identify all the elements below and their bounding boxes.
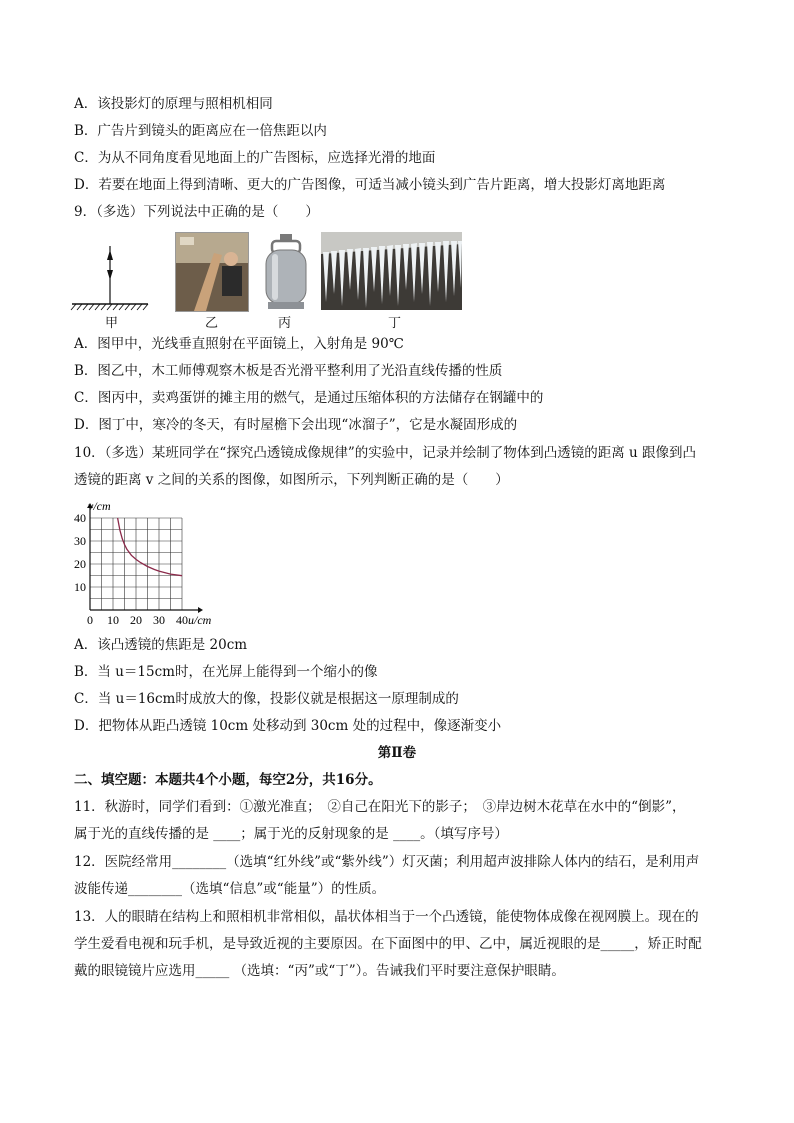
q10-stem-line2: 透镜的距离 v 之间的关系的图像，如图所示，下列判断正确的是（ ） bbox=[74, 472, 509, 488]
q9-option-c: C．图丙中，卖鸡蛋饼的摊主用的燃气，是通过压缩体积的方法储存在钢罐中的 bbox=[74, 390, 544, 406]
q8-option-a: A．该投影灯的原理与照相机相同 bbox=[74, 96, 273, 112]
q13-line2: 学生爱看电视和玩手机，是导致近视的主要原因。在下面图中的甲、乙中，属近视眼的是_____，矫正时配 bbox=[74, 936, 702, 952]
q13-line1: 13．人的眼睛在结构上和照相机非常相似，晶状体相当于一个凸透镜，能使物体成像在视网膜上。现在的 bbox=[74, 909, 699, 925]
x-tick-label: 10 bbox=[107, 613, 119, 627]
figure-label-bing: 丙 bbox=[278, 316, 292, 331]
q13-line3: 戴的眼镜镜片应选用_____ （选填：“丙”或“丁”）。告诫我们平时要注意保护眼睛。 bbox=[74, 963, 565, 979]
uv-chart bbox=[66, 496, 236, 632]
q9-option-b: B．图乙中，木工师傅观察木板是否光滑平整利用了光沿直线传播的性质 bbox=[74, 363, 503, 379]
figure-label-yi: 乙 bbox=[205, 316, 219, 331]
y-tick-label: 40 bbox=[74, 511, 86, 525]
q9-stem: 9．（多选）下列说法中正确的是（ ） bbox=[74, 204, 319, 220]
y-tick-label: 10 bbox=[74, 580, 86, 594]
chart-grid bbox=[90, 518, 182, 610]
y-tick-label: 30 bbox=[74, 534, 86, 548]
q11-line1: 11．秋游时，同学们看到：①激光准直； ②自己在阳光下的影子； ③岸边树木花草在水中的“倒影”， bbox=[74, 799, 686, 815]
q12-line2: 波能传递________（选填“信息”或“能量”）的性质。 bbox=[74, 881, 386, 897]
x-tick-label: 0 bbox=[87, 613, 93, 627]
carpenter-photo bbox=[175, 232, 249, 312]
x-axis-label: u/cm bbox=[188, 613, 212, 627]
x-tick-label: 40 bbox=[176, 613, 188, 627]
icicles-photo bbox=[321, 232, 462, 310]
q12-line1: 12．医院经常用________（选填“红外线”或“紫外线”）灯灭菌；利用超声波排除人体内的结石，是利用声 bbox=[74, 854, 700, 870]
section-heading: 二、填空题：本题共4个小题，每空2分，共16分。 bbox=[74, 772, 382, 788]
figure-label-ding: 丁 bbox=[388, 316, 402, 331]
gas-tank-figure bbox=[262, 232, 310, 310]
q8-option-c: C．为从不同角度看见地面上的广告图标，应选择光滑的地面 bbox=[74, 150, 436, 166]
q8-option-b: B．广告片到镜头的距离应在一倍焦距以内 bbox=[74, 123, 327, 139]
x-tick-label: 30 bbox=[153, 613, 165, 627]
q10-option-d: D．把物体从距凸透镜 10cm 处移动到 30cm 处的过程中，像逐渐变小 bbox=[74, 718, 502, 734]
y-tick-label: 20 bbox=[74, 557, 86, 571]
y-axis-label: v/cm bbox=[88, 499, 111, 513]
q9-option-d: D．图丁中，寒冷的冬天，有时屋檐下会出现“冰溜子”，它是水凝固形成的 bbox=[74, 417, 518, 433]
chart-series-line bbox=[118, 518, 182, 576]
q10-option-b: B．当 u＝15cm时，在光屏上能得到一个缩小的像 bbox=[74, 664, 378, 680]
volume-title: 第Ⅱ卷 bbox=[377, 745, 417, 761]
q8-option-d: D．若要在地面上得到清晰、更大的广告图像，可适当减小镜头到广告片距离，增大投影灯离地距离 bbox=[74, 177, 666, 193]
q10-option-a: A．该凸透镜的焦距是 20cm bbox=[74, 637, 248, 653]
q10-stem-line1: 10．（多选）某班同学在“探究凸透镜成像规律”的实验中，记录并绘制了物体到凸透镜的距离 u 跟像到凸 bbox=[74, 445, 697, 461]
q10-option-c: C．当 u＝16cm时成放大的像，投影仪就是根据这一原理制成的 bbox=[74, 691, 459, 707]
mirror-ray-figure bbox=[70, 236, 150, 312]
x-tick-label: 20 bbox=[130, 613, 142, 627]
figure-label-jia: 甲 bbox=[105, 316, 119, 331]
q9-option-a: A．图甲中，光线垂直照射在平面镜上，入射角是 90℃ bbox=[74, 336, 404, 352]
q11-line2: 属于光的直线传播的是 ____；属于光的反射现象的是 ____。（填写序号） bbox=[74, 826, 508, 842]
